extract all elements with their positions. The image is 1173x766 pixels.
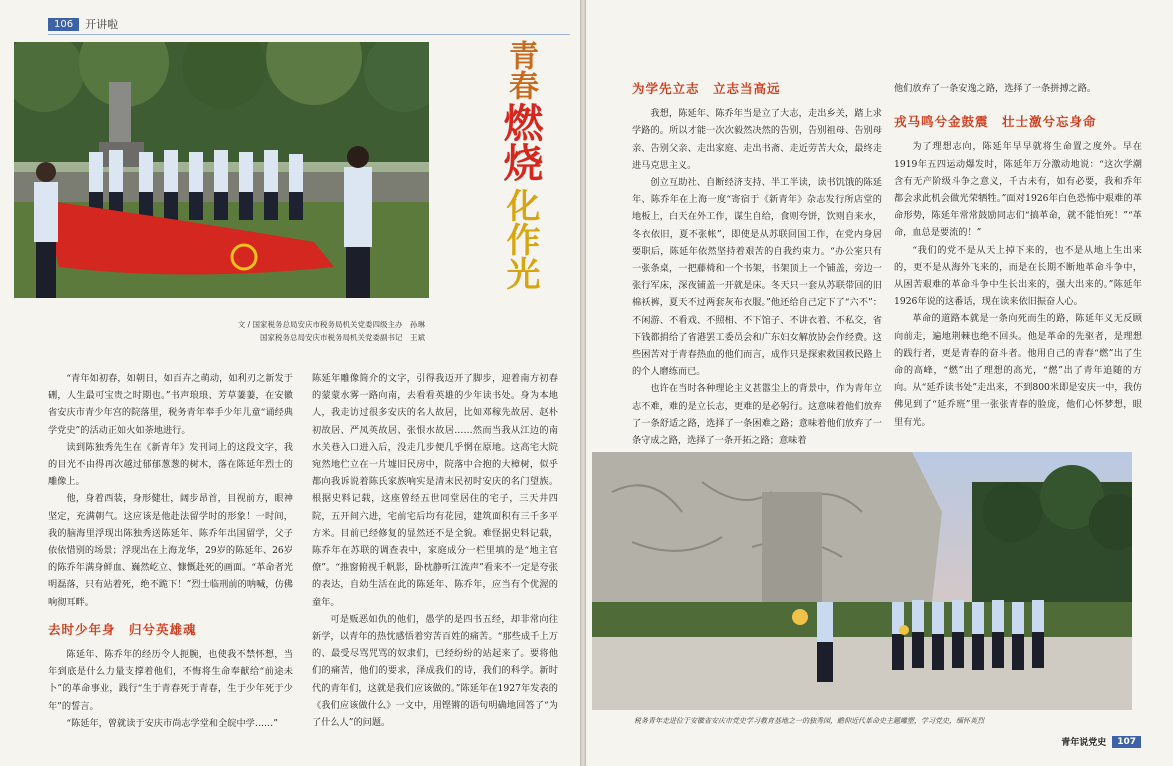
section-name: 开讲啦 xyxy=(85,18,119,31)
paragraph: “陈延年，曾就读于安庆市尚志学堂和全皖中学……” xyxy=(66,717,278,729)
section-heading: 去时少年身 归兮英雄魂 xyxy=(48,621,197,637)
right-footer xyxy=(1061,735,1141,748)
right-column-1 xyxy=(632,80,882,449)
right-page-number: 107 xyxy=(1112,736,1141,748)
header-rule xyxy=(48,34,570,35)
memorial-photo xyxy=(592,452,1132,710)
right-column-2 xyxy=(894,80,1142,431)
section-heading: 为学先立志 立志当高远 xyxy=(632,81,781,96)
article-title xyxy=(496,40,544,290)
paragraph: “我们的党不是从天上掉下来的，也不是从地上生出来的，更不是从海外飞来的，而是在长期不断地革命斗争中，从困苦艰难的革命斗争中生长出来的，强大出来的。”陈延年1926年说的这番话，现在读来依旧振奋人心。 xyxy=(894,244,1142,308)
paragraph: 陈延年雕像简介的文字，引得我迈开了脚步，迎着南方初春的蒙蒙水雾一路向南，去看看英雄的少年读书处。身为本地人，我走访过很多安庆的名人故居，比如邓稼先故居、赵朴初故居、严凤英故居、张恨水故居……然而当我从江边的南水关巷入口进入后，没走几步便几乎惘在原地。这高宅大院宛然地伫立在一片墟旧民房中，院落中合抱的大樟树，似乎都向我诉说着陈氏家族响实是清末民初时安庆的名门望族。根据史料记载，这座曾经五世同堂居住的宅子，三天井四院，五开间六进，宅前宅后均有花园，建筑面积有三千多平方米。目前已经修复的显然还不是全貌。难怪据史料记载，陈乔年在苏联的调查表中，家庭成分一栏里填的是“地主官僚”。“推窗俯视千帆影，卧枕静听江流声”看来不一定是夸张的表达，自幼生活在此的陈延年、陈乔年，应当有个优渥的童年。 xyxy=(312,373,558,608)
right-page xyxy=(586,0,1173,766)
paragraph: 革命的道路本就是一条向死而生的路，陈延年义无反顾向前走，遍地荆棘也绝不回头。他是革命的先驱者，是理想的践行者，更是青春的奋斗者。他用自己的青春“燃”出了生命的高峰，“燃”出了理想的高光，“燃”出了青年追随的方向。从“延乔读书处”走出来，不到800米即是安庆一中，我仿佛见到了“延乔班”里一张张青春的脸庞，他们心怀梦想，眼里有光。 xyxy=(894,313,1142,428)
title-part-1: 青春 xyxy=(503,40,538,100)
paragraph: 为了理想志向，陈延年早早就将生命置之度外。早在1919年五四运动爆发时，陈延年万分激动地说：“这次学潮含有无产阶级斗争之意义，千古未有，如有必要，我和乔年都会求此机会做光荣牺牲。”面对1926年白色恐怖中艰难的革命形势，陈延年常常鼓励同志们“搞革命，就不能怕死！”“革命，血总是要流的！” xyxy=(894,141,1142,239)
paragraph: “青年如初春，如朝日，如百卉之萌动，如利刃之新发于硎，人生最可宝贵之时期也。”书声琅琅、芳草萋萋，在安徽省安庆市青少年宫的院落里，税务青年奉手少年儿童“诵经典 学党史”的活动正如火如荼地进行。 xyxy=(48,373,293,436)
section-heading: 戎马鸣兮金鼓震 壮士激兮忘身命 xyxy=(894,114,1097,130)
photo-caption: 税务青年走进位于安徽省安庆市党史学习教育基地之一的独秀园，瞻仰近代革命史主题雕塑，学习党史，缅怀英烈 xyxy=(634,717,984,725)
paragraph: 他，身着西装，身形健壮，阔步昂首，目视前方，眼神坚定，充满朝气。这应该是他赴法留学时的形象！一时间，我的脑海里浮现出陈独秀送陈延年、陈乔年出国留学，父子依依惜别的场景；浮现出在上海龙华，29岁的陈延年、26岁的陈乔年满身鲜血、巍然屹立、慷慨赴死的画面。“革命者光明磊落，只有站着死，绝不跪下！”烈士临刑前的呐喊，仿佛响彻耳畔。 xyxy=(48,493,293,608)
author-line-1: 文 / 国家税务总局安庆市税务局机关党委四级主办 孙琳 xyxy=(237,320,425,329)
paragraph: 可是贩恶如仇的他们，愚学的是四书五经，却非常向往新学，以青年的热忱感悟着穷苦百姓的痛苦。“那些成千上万的、最受尽骂咒骂的奴隶们，已经纷纷的站起来了。要将他们的痛苦，他们的要求，泽成我们的诗，我们的科学。新时代的青年们，这就是我们应该做的。”陈延年在1927年发表的《我们应该做什么》一文中，用铿锵的语句明确地回答了“为了什么人”的问题。 xyxy=(312,613,558,729)
flag-ceremony-photo xyxy=(14,42,429,298)
paragraph: 读到陈独秀先生在《新青年》发刊词上的这段文字，我的目光不由得再次越过郁郁葱葱的树木，落在陈延年烈士的雕像上。 xyxy=(48,441,293,488)
left-page-number: 106 xyxy=(48,18,79,31)
paragraph: 创立互助社、自断经济支持、半工半读，读书饥饿的陈延年、陈乔年在上海一度“寄宿于《新青年》杂志发行所店堂的地板上，白天在外工作，谋生自给，食则夸饼，饮则自来水，冬衣依旧，夏不张帐”，即使是从苏联回国工作，在党内身居要职后，陈延年依然坚持着艰苦的自我约束力。“办公室只有一张条桌，一把藤椅和一个书架，书架顶上一个铺盖，旁边一张行军床，深夜铺盖一开就是床。冬天只一套从苏联带回的旧棉袄裤，夏天不过两套灰布衣服。”他还给自己定下了“六不”：不闲游、不看戏、不照相、不下馆子、不讲衣着、不私交，省下钱都捐给了省港罢工委员会和广东妇女解放协会作经费。这些困苦对于青春热血的他们而言，成作只是探索救国救民路上的个人磨练而已。 xyxy=(632,177,882,378)
paragraph: 他们放弃了一条安逸之路，选择了一条拼搏之路。 xyxy=(894,83,1097,94)
left-column-2 xyxy=(312,370,558,731)
left-folio xyxy=(48,16,118,32)
author-caption xyxy=(200,318,425,344)
paragraph: 也许在当时各种理论主义甚嚣尘上的背景中，作为青年立志不难，难的是立长志，更难的是必躬行。这意味着他们放弃了一条舒适之路，选择了一条困难之路；意味着他们放弃了一条守成之路，选择了一条开拓之路；意味着 xyxy=(632,383,882,447)
paragraph: 陈延年、陈乔年的经历令人扼腕，也使我不禁怀想，当年到底是什么力量支撑着他们，不悔将生命奉献给“前途未卜”的革命事业，践行“生于青春死于青春，生于少年死于少年”的誓言。 xyxy=(48,649,293,712)
title-part-2: 燃烧 xyxy=(497,102,543,182)
left-page xyxy=(0,0,580,766)
paragraph: 我想，陈延年、陈乔年当是立了大志，走出乡关，踏上求学路的。所以才能一次次毅然决然的告别，告别祖母、告别母亲、告别父亲、走出家庭、走出书斋、走近劳苦大众，最终走进马克思主义。 xyxy=(632,108,882,171)
footer-label: 青年说党史 xyxy=(1061,738,1107,748)
title-part-3: 化作光 xyxy=(500,188,540,290)
author-line-2: 国家税务总局安庆市税务局机关党委副书记 王斌 xyxy=(260,333,425,342)
left-column-1 xyxy=(48,370,293,732)
